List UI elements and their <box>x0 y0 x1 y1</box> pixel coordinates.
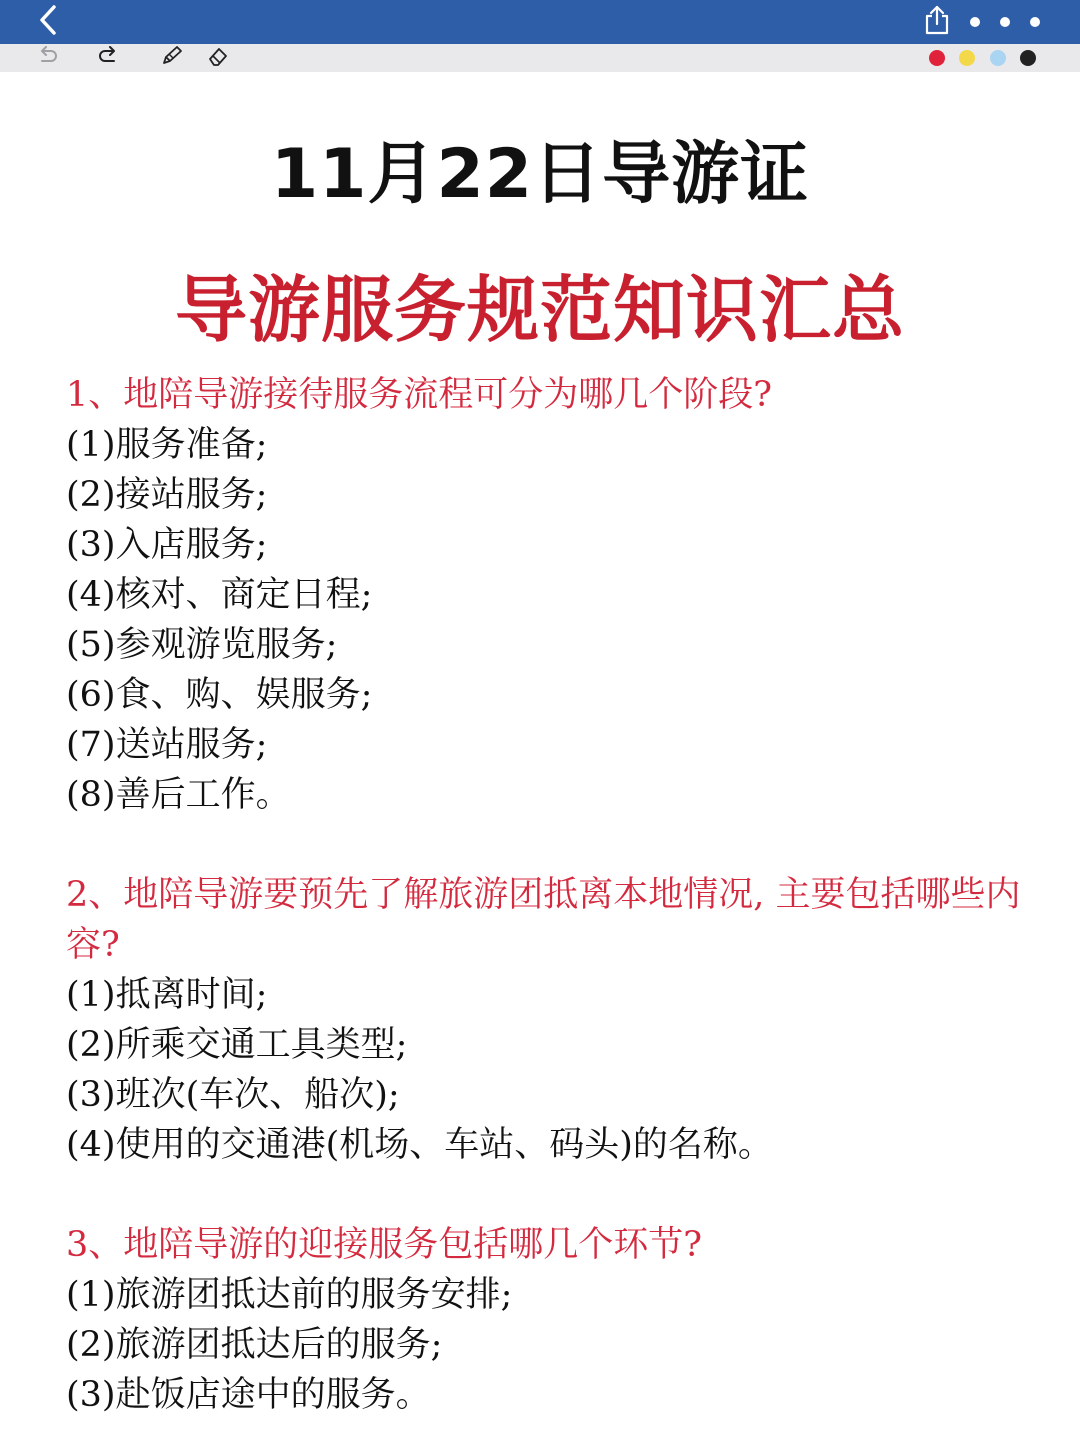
answer-item: (4)核对、商定日程; <box>66 575 373 615</box>
answer-item: (5)参观游览服务; <box>66 625 338 665</box>
chevron-left-icon <box>36 4 60 40</box>
answer-item: (1)抵离时间; <box>66 975 268 1015</box>
answer-item: (1)旅游团抵达前的服务安排; <box>66 1275 513 1315</box>
section-3 <box>66 1220 1026 1420</box>
undo-icon <box>36 46 60 70</box>
answer-item: (3)入店服务; <box>66 525 268 565</box>
share-icon <box>923 4 951 40</box>
eraser-button[interactable] <box>204 46 232 70</box>
question-text: 1、地陪导游接待服务流程可分为哪几个阶段? <box>66 375 773 415</box>
eraser-icon <box>206 45 230 71</box>
question-text: 3、地陪导游的迎接服务包括哪几个环节? <box>66 1225 703 1265</box>
top-bar <box>0 0 1080 44</box>
answer-item: (3)赴饭店途中的服务。 <box>66 1375 431 1415</box>
section-2 <box>66 870 1026 1170</box>
pencil-icon <box>160 45 184 71</box>
answer-item: (2)接站服务; <box>66 475 268 515</box>
more-dots-icon <box>1030 17 1040 27</box>
undo-button[interactable] <box>34 46 62 70</box>
annotation-toolbar <box>0 44 1080 72</box>
section-spacer <box>66 820 1026 870</box>
back-button[interactable] <box>30 4 66 40</box>
answer-item: (3)班次(车次、船次); <box>66 1075 400 1115</box>
pencil-button[interactable] <box>158 46 186 70</box>
page-title: 11月22日导游证 <box>270 135 810 214</box>
redo-button[interactable] <box>94 46 122 70</box>
answer-item: (2)旅游团抵达后的服务; <box>66 1325 443 1365</box>
section-1 <box>66 370 1026 820</box>
more-dots-icon <box>970 17 980 27</box>
redo-icon <box>96 46 120 70</box>
share-button[interactable] <box>920 4 954 40</box>
more-dots-icon <box>1000 17 1010 27</box>
answer-item: (6)食、购、娱服务; <box>66 675 373 715</box>
pen-color-yellow[interactable] <box>959 50 975 66</box>
answer-item: (4)使用的交通港(机场、车站、码头)的名称。 <box>66 1125 773 1165</box>
page-subtitle: 导游服务规范知识汇总 <box>174 267 905 352</box>
document-content <box>66 370 1026 1420</box>
answer-item: (1)服务准备; <box>66 425 268 465</box>
answer-item: (8)善后工作。 <box>66 775 291 815</box>
pen-color-light-blue[interactable] <box>990 50 1006 66</box>
more-button[interactable] <box>960 6 1050 38</box>
section-spacer <box>66 1170 1026 1220</box>
question-text: 2、地陪导游要预先了解旅游团抵离本地情况, 主要包括哪些内容? <box>66 875 1021 965</box>
answer-item: (7)送站服务; <box>66 725 268 765</box>
pen-color-red[interactable] <box>929 50 945 66</box>
answer-item: (2)所乘交通工具类型; <box>66 1025 408 1065</box>
pen-color-black[interactable] <box>1020 50 1036 66</box>
